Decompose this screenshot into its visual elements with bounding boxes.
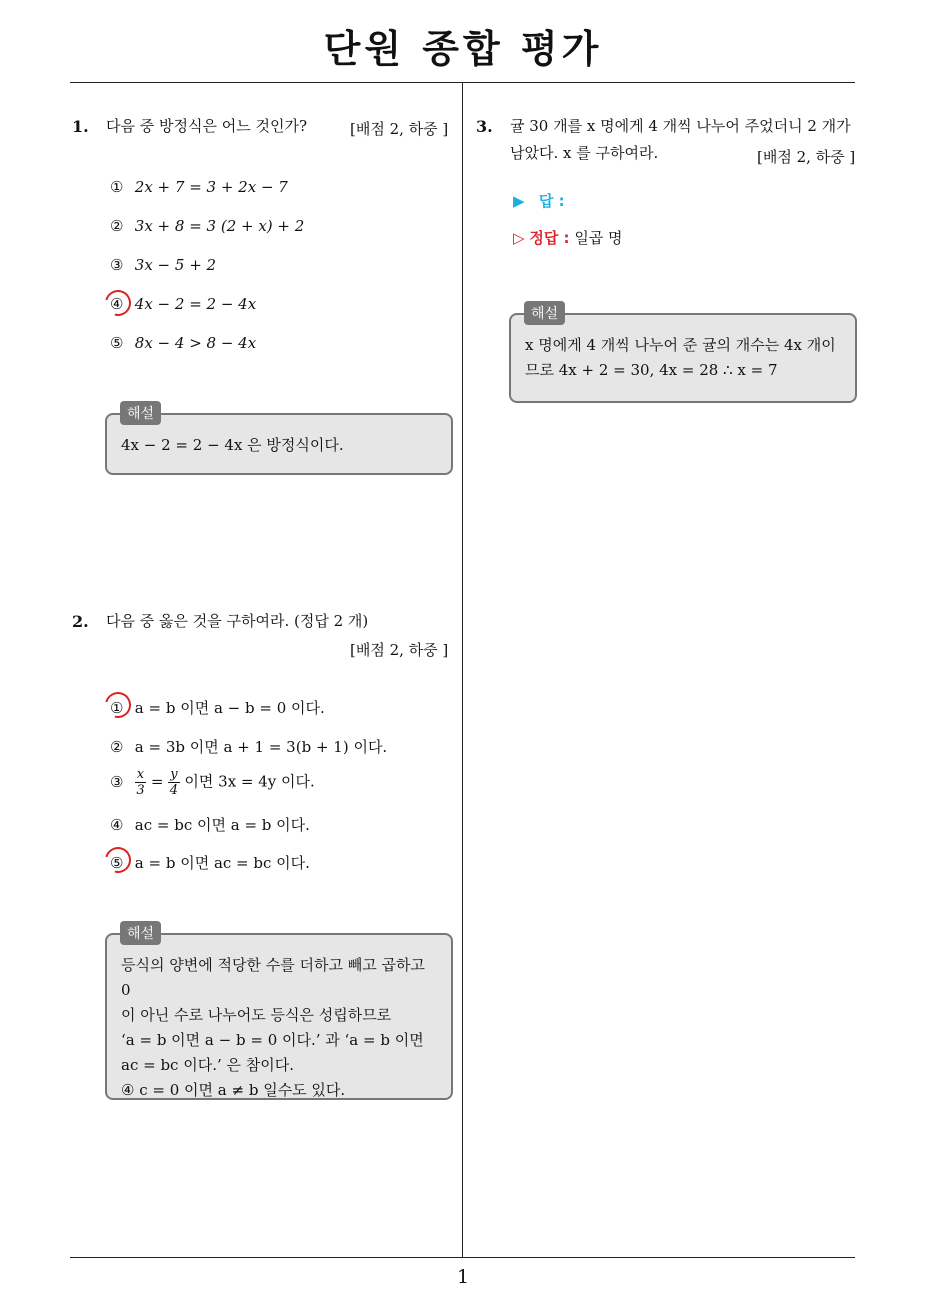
- q3-explanation-line: 므로 4x + 2 = 30, 4x = 28 ∴ x = 7: [525, 361, 778, 379]
- answer-label: 답 :: [538, 192, 565, 210]
- q1-explanation-text: 4x − 2 = 2 − 4x 은 방정식이다.: [121, 436, 344, 454]
- q3-explanation-box: [509, 313, 857, 403]
- q1-option-4[interactable]: ④ 4x − 2 = 2 − 4x: [110, 295, 257, 313]
- q1-number: 1.: [72, 117, 89, 136]
- q1-explanation-tag: 해설: [120, 401, 161, 425]
- page-title: 단원 종합 평가: [323, 27, 603, 71]
- q1-option-2[interactable]: ② 3x + 8 = 3 (2 + x) + 2: [110, 217, 305, 235]
- q2-option-5[interactable]: ⑤ a = b 이면 ac = bc 이다.: [110, 854, 310, 872]
- q1-option-3[interactable]: ③ 3x − 5 + 2: [110, 256, 217, 274]
- fraction-y-over-4: $\frac{y}{4}$: [169, 767, 179, 798]
- q2-explanation-line: ④ c = 0 이면 a ≠ b 일수도 있다.: [121, 1081, 346, 1099]
- q3-answer-row[interactable]: [513, 190, 565, 211]
- answer-circle-mark: [100, 285, 136, 321]
- correct-label: 정답 :: [529, 229, 570, 247]
- q1-option-5[interactable]: ⑤ 8x − 4 > 8 − 4x: [110, 334, 257, 352]
- q1-option-1[interactable]: ① 2x + 7 = 3 + 2x − 7: [110, 178, 288, 196]
- q2-explanation-box: [105, 933, 453, 1100]
- correct-value: 일곱 명: [574, 229, 623, 247]
- q3-explanation-line: x 명에게 4 개씩 나누어 준 귤의 개수는 4x 개이: [525, 336, 836, 354]
- q2-option-3[interactable]: ③ $\frac{x}{3}$ = $\frac{y}{4}$ 이면 3x = 4y 이다.: [110, 767, 315, 798]
- page-number: 1: [456, 1266, 470, 1288]
- bottom-rule: [70, 1257, 855, 1258]
- q1-score: [배점 2, 하중 ]: [350, 120, 449, 138]
- q2-option-2[interactable]: ② a = 3b 이면 a + 1 = 3(b + 1) 이다.: [110, 738, 388, 756]
- q2-option-4[interactable]: ④ ac = bc 이면 a = b 이다.: [110, 816, 310, 834]
- correct-arrow-icon: ▷: [513, 229, 525, 247]
- q2-explanation-line: ac = bc 이다.’ 은 참이다.: [121, 1056, 295, 1074]
- q2-explanation-line: 등식의 양변에 적당한 수를 더하고 빼고 곱하고 0: [121, 956, 425, 999]
- q2-text: 다음 중 옳은 것을 구하여라. (정답 2 개): [106, 612, 369, 630]
- q2-score: [배점 2, 하중 ]: [350, 641, 449, 659]
- q3-explanation-tag: 해설: [524, 301, 565, 325]
- q3-text-line1: 귤 30 개를 x 명에게 4 개씩 나누어 주었더니 2 개가: [510, 117, 851, 135]
- q2-number: 2.: [72, 612, 89, 631]
- column-divider: [462, 83, 463, 1257]
- q2-explanation-tag: 해설: [120, 921, 161, 945]
- answer-arrow-icon: ▶: [513, 192, 525, 210]
- q3-number: 3.: [476, 117, 493, 136]
- q3-correct-row: [513, 227, 623, 248]
- q1-text: 다음 중 방정식은 어느 것인가?: [106, 117, 307, 135]
- fraction-x-over-3: $\frac{x}{3}$: [136, 767, 145, 798]
- q3-score: [배점 2, 하중 ]: [757, 148, 856, 166]
- q2-option-1[interactable]: ① a = b 이면 a − b = 0 이다.: [110, 699, 325, 717]
- q2-explanation-line: 이 아닌 수로 나누어도 등식은 성립하므로: [121, 1006, 392, 1024]
- q2-explanation-line: ‘a = b 이면 a − b = 0 이다.’ 과 ‘a = b 이면: [121, 1031, 424, 1049]
- q3-text-line2: 남았다. x 를 구하여라.: [510, 144, 659, 162]
